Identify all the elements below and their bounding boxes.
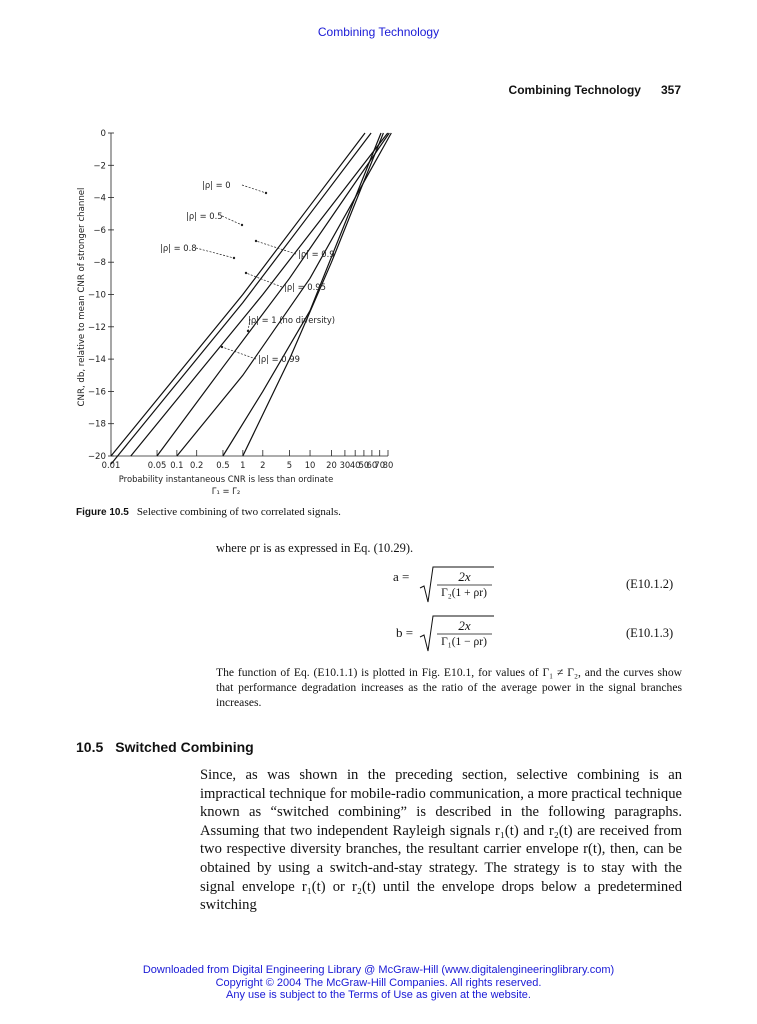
figure-chart	[70, 125, 400, 500]
eq-b-numerator: 2x	[458, 618, 471, 633]
annotation-leader	[222, 216, 242, 225]
top-link[interactable]: Combining Technology	[317, 25, 440, 39]
y-tick-label: −2	[93, 161, 106, 172]
annotation-leader	[256, 241, 296, 254]
paragraph-2: Since, as was shown in the preceding section, selective combining is an impractical technique for mobile-radio communication, a more practical technique known as “switched combining” is described in the following paragraphs. Assuming that two independent Rayleigh signals r₁(t) and r₂(t) are received from two respective diversity branches, the resultant carrier envelope r(t), then, can be obtained by using a switch-and-stay strategy. The strategy is to stay with the signal envelope r₁(t) or r₂(t) until the envelope drops below a predetermined switching	[200, 767, 682, 914]
x-tick-label: 5	[286, 460, 293, 470]
y-tick-label: −10	[87, 290, 106, 301]
series-line	[243, 133, 384, 456]
x-tick-label: 0.01	[101, 460, 121, 470]
figure-caption	[76, 506, 341, 518]
section-number: 10.5	[76, 739, 104, 755]
series-line	[111, 133, 365, 456]
annotation-leader	[222, 347, 256, 359]
annotation-label: |ρ| = 0.8	[160, 243, 197, 253]
section-heading	[76, 739, 254, 755]
y-tick-label: −8	[93, 258, 106, 269]
x-tick-label: 50	[358, 460, 370, 470]
footer	[0, 964, 757, 1002]
eq-a-denominator: Γ₂(1 + ρr)	[441, 587, 487, 599]
y-axis-label: CNR, db, relative to mean CNR of stronger channel	[77, 187, 87, 407]
series-line	[131, 133, 388, 456]
annotation-label: |ρ| = 0.99	[258, 354, 300, 364]
x-axis	[102, 450, 394, 470]
series-line	[111, 133, 371, 464]
y-axis	[88, 129, 114, 462]
annotation-arrowhead	[241, 224, 243, 226]
section-title: Switched Combining	[115, 739, 254, 755]
running-head	[509, 83, 681, 97]
x-tick-label: 20	[326, 460, 337, 470]
annotation-label: |ρ| = 0	[202, 180, 231, 190]
eq-a-number: (E10.1.2)	[626, 577, 674, 591]
x-tick-label: 0.5	[216, 460, 230, 470]
annotation-arrowhead	[233, 257, 235, 259]
annotation-leader	[196, 248, 234, 258]
annotation-arrowhead	[265, 192, 267, 194]
x-tick-label: 60	[366, 460, 378, 470]
footer-download-link[interactable]: Downloaded from Digital Engineering Library @ McGraw-Hill (www.digitalengineeringlibrary.com)	[142, 964, 615, 976]
annotation-label: |ρ| = 1 (no diversity)	[248, 315, 336, 325]
where-line: where ρr is as expressed in Eq. (10.29).	[216, 541, 414, 555]
figure-label: Figure 10.5	[76, 507, 129, 518]
annotation-label: |ρ| = 0.95	[284, 282, 326, 292]
y-tick-label: −6	[93, 225, 106, 236]
x-tick-label: 2	[260, 460, 266, 470]
y-tick-label: −12	[87, 322, 106, 333]
annotation-label: |ρ| = 0.9	[298, 249, 335, 259]
running-title: Combining Technology	[508, 83, 641, 97]
figure-caption-text: Selective combining of two correlated signals.	[136, 506, 341, 518]
y-tick-label: 0	[100, 129, 106, 139]
x-tick-label: 40	[349, 460, 361, 470]
footer-copyright: Copyright © 2004 The McGraw-Hill Companies. All rights reserved.	[215, 976, 542, 989]
series-line	[157, 133, 389, 456]
x-tick-label: 0.1	[170, 460, 184, 470]
annotation-label: |ρ| = 0.5	[186, 211, 223, 221]
x-tick-label: 80	[382, 460, 394, 470]
eq-a-lhs: a =	[393, 569, 410, 584]
y-tick-label: −4	[93, 193, 106, 204]
annotation-leader	[242, 185, 266, 193]
chart-curves	[111, 133, 391, 464]
eq-b-number: (E10.1.3)	[626, 626, 674, 640]
annotation-arrowhead	[221, 346, 223, 348]
footer-terms[interactable]: Any use is subject to the Terms of Use as given at the website.	[226, 989, 531, 1001]
series-line	[223, 133, 381, 456]
annotation-arrowhead	[255, 240, 257, 242]
eq-b-denominator: Γ₁(1 − ρr)	[441, 636, 487, 648]
annotation-arrowhead	[245, 272, 247, 274]
y-tick-label: −16	[87, 387, 106, 398]
eq-b-lhs: b =	[396, 625, 414, 640]
annotation-arrowhead	[247, 330, 249, 332]
x-tick-label: 0.2	[190, 460, 204, 470]
y-tick-label: −14	[87, 355, 106, 366]
x-axis-label: Probability instantaneous CNR is less than ordinate	[118, 474, 334, 484]
page-number: 357	[660, 83, 681, 97]
x-tick-label: 0.05	[147, 460, 167, 470]
x-tick-label: 10	[304, 460, 316, 470]
eq-a-numerator: 2x	[458, 569, 471, 584]
y-tick-label: −20	[87, 452, 106, 462]
x-tick-label: 30	[339, 460, 351, 470]
x-tick-label: 70	[374, 460, 386, 470]
paragraph-1: The function of Eq. (E10.1.1) is plotted in Fig. E10.1, for values of Γ₁ ≠ Γ₂, and the curves show that performance degradation increases as the ratio of the average power in the signal branches increases.	[216, 666, 682, 709]
y-tick-label: −18	[87, 419, 106, 430]
x-tick-label: 1	[240, 460, 246, 470]
x-axis-sublabel: Γ₁ = Γ₂	[211, 486, 241, 496]
